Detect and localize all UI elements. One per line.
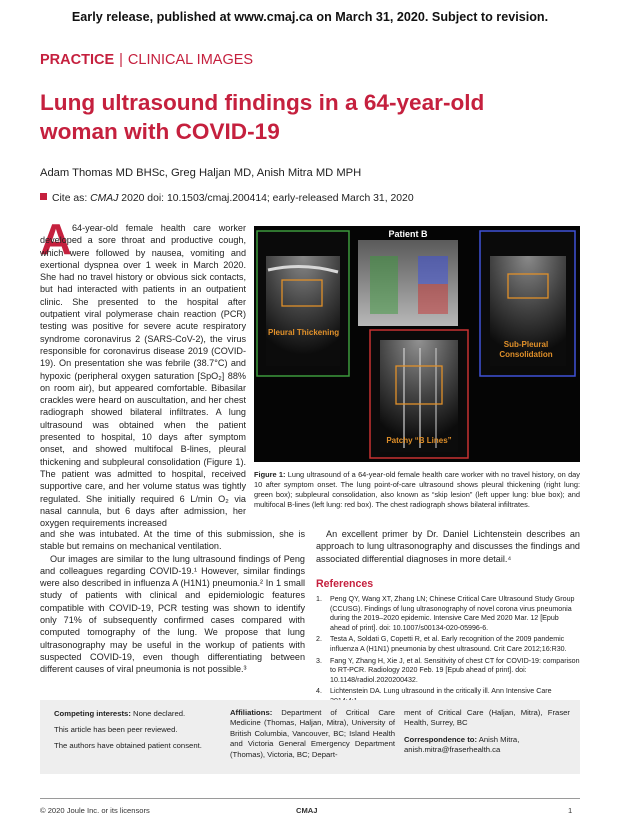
figure-1-image [254, 226, 580, 462]
drop-cap: A [40, 215, 72, 264]
info-box-column-3 [404, 708, 570, 756]
competing-interests-label: Competing interests: [54, 709, 131, 718]
xray-red-overlay [418, 284, 448, 314]
competing-interests-text: None declared. [130, 709, 186, 718]
xray-blue-overlay [418, 256, 448, 284]
figure-caption [254, 470, 580, 510]
correspondence-email[interactable]: anish.mitra@fraserhealth.ca [404, 745, 501, 755]
competing-interests [54, 708, 214, 719]
body-paragraph-3: An excellent primer by Dr. Daniel Lichtenstein describes an approach to lung ultrasonography and discusses the findings and associated differential diagnoses in more detail.⁴ [316, 529, 580, 564]
body-paragraph-2: Our images are similar to the lung ultrasound findings of Peng and colleagues regarding COVID-19.¹ However, similar findings were also described in influenza A (H1N1) pneumonia.² In 1 small study of patients with clinical and epidemiologic features compatible with COVID-19, PCR testing was shown to identify only 71% of subsequently confirmed cases compared with computed tomography of the lung. We propose that lung ultrasonography may be useful in the workup of patients with suspected COVID-19, even though differentiating between different causes of viral pneumonia is not possible.³ [40, 553, 305, 675]
ultrasound-panel-left [257, 231, 349, 376]
reference-number: 4. [316, 687, 322, 696]
references-list [316, 595, 580, 709]
body-column-left-bottom [40, 528, 305, 676]
info-box-column-2 [230, 708, 395, 760]
section-separator: | [119, 52, 123, 68]
early-release-banner: Early release, published at www.cmaj.ca on March 31, 2020. Subject to revision. [71, 10, 549, 24]
citation-bullet-square [40, 193, 47, 200]
section-header [40, 52, 253, 68]
xray-green-overlay [370, 256, 398, 314]
figure-caption-text: Lung ultrasound of a 64-year-old female health care worker with no travel history, on day 10 after symptom onset. The lung point-of-care ultrasound shows pleural thickening (right lung: green box); subpleural consolidation, also known as “skip lesion” (left upper lung: blue box); and multifocal B-lines (left lung: red box). The chest radiograph shows bilateral infiltrates. [254, 470, 580, 509]
references-heading: References [316, 578, 374, 590]
citation-rest: 2020 doi: 10.1503/cmaj.200414; early-released March 31, 2020 [118, 193, 414, 204]
ultrasound-panel-bottom [370, 330, 468, 458]
affiliations-text-part-1: Department of Critical Care Medicine (Thomas, Haljan, Mitra), University of British Columbia, Vancouver, BC; Island Health and Victoria General Emergency Department (Thomas), Victoria, BC; Depart- [230, 708, 395, 759]
citation-journal: CMAJ [90, 193, 119, 204]
reference-text: Peng QY, Wang XT, Zhang LN; Chinese Critical Care Ultrasound Study Group (CCUSG). Findings of lung ultrasonography of novel corona virus pneumonia during the 2019–2020 epidemic. Intensive Care Med 2020 Mar. 12 [Epub ahead of print]. doi: 10.1007/s00134-020-05996-6. [330, 595, 575, 632]
reference-number: 3. [316, 656, 322, 665]
body-column-right [316, 528, 580, 565]
section-subsection: CLINICAL IMAGES [127, 52, 254, 68]
citation-prefix: Cite as: [52, 193, 91, 204]
info-box-column-1 [54, 708, 214, 756]
label-consolidation: Consolidation [499, 350, 553, 359]
label-patchy-b-lines: Patchy “B Lines” [386, 436, 452, 445]
correspondence-name: Anish Mitra, [477, 734, 520, 744]
body-paragraph-1-continued: and she was intubated. At the time of this submission, she is stable but remains on mechanical ventilation. [40, 529, 305, 552]
label-patient-b: Patient B [388, 229, 428, 239]
figure-caption-label: Figure 1: [254, 470, 286, 479]
affiliations-text-part-2: ment of Critical Care (Haljan, Mitra), Fraser Health, Surrey, BC [404, 708, 570, 728]
footer-journal: CMAJ [296, 806, 318, 815]
reference-text: Fang Y, Zhang H, Xie J, et al. Sensitivity of chest CT for COVID-19: comparison to RT-PCR. Radiology 2020 Feb. 19 [Epub ahead of print]. doi: 10.1148/radiol.2020200432. [330, 656, 580, 684]
reference-text: Lichtenstein DA. Lung ultrasound in the critically ill. Ann Intensive Care [330, 687, 552, 696]
author-list: Adam Thomas MD BHSc, Greg Haljan MD, Anish Mitra MD MPH [40, 167, 362, 179]
correspondence-label: Correspondence to: [404, 734, 478, 744]
ultrasound-sector-left [266, 256, 340, 366]
ultrasound-panel-right [480, 231, 575, 376]
footer-divider [40, 798, 580, 799]
article-title: Lung ultrasound findings in a 64-year-old woman with COVID-19 [40, 90, 485, 144]
footer-page-number: 1 [568, 806, 573, 815]
chest-xray-panel [358, 229, 458, 326]
reference-item [316, 595, 580, 633]
citation-line [40, 193, 414, 204]
section-name: PRACTICE [40, 52, 115, 68]
body-paragraph-1: 64-year-old female health care worker developed a sore throat and productive cough, which were followed by nausea, vomiting and exertional dyspnea over 1 week in March 2020. She had no travel history or obvious sick contacts, but had interacted with patients in an outpatient clinic. She presented to the hospital after outpatient viral polymerase chain reaction (PCR) testing was positive for severe acute respiratory syndrome coronavirus 2 (SARS-CoV-2), the virus responsible for coronavirus disease 2019 (COVID-19). On presentation she was febrile (38.7°C) and hypoxic (peripheral oxygen saturation [SpO₂] 88% on room air), but appeared comfortable. Bibasilar crackles were heard on auscultation, and her chest radiograph showed bilateral infiltrates. A lung ultrasound was obtained when the patient presented to hospital, 10 days after symptom onset, and showed multifocal B-lines, pleural thickening and subpleural consolidation (Figure 1). The patient was admitted to hospital, received supportive care, and her volume status was tightly regulated. She initially required 6 L/min O₂ via nasal cannula, but 6 days after admission, her oxygen requirements increased [40, 223, 246, 529]
label-sub-pleural: Sub-Pleural [503, 340, 549, 349]
affiliations-label: Affiliations: [230, 708, 273, 717]
body-column-left-top [40, 222, 246, 529]
peer-review-note: This article has been peer reviewed. [54, 725, 178, 734]
figure-1-composite [254, 226, 580, 462]
label-pleural-thickening: Pleural Thickening [268, 328, 340, 337]
reference-number: 2. [316, 635, 322, 644]
consent-note: The authors have obtained patient consent. [54, 741, 202, 750]
reference-text: Testa A, Soldati G, Copetti R, et al. Early recognition of the 2009 pandemic influenza A (H1N1) pneumonia by chest ultrasound. Crit Care 2012;16:R30. [330, 635, 567, 653]
reference-item [316, 657, 580, 686]
reference-item [316, 635, 580, 654]
correspondence [404, 735, 570, 745]
footer-copyright: © 2020 Joule Inc. or its licensors [40, 806, 150, 815]
reference-number: 1. [316, 595, 322, 603]
